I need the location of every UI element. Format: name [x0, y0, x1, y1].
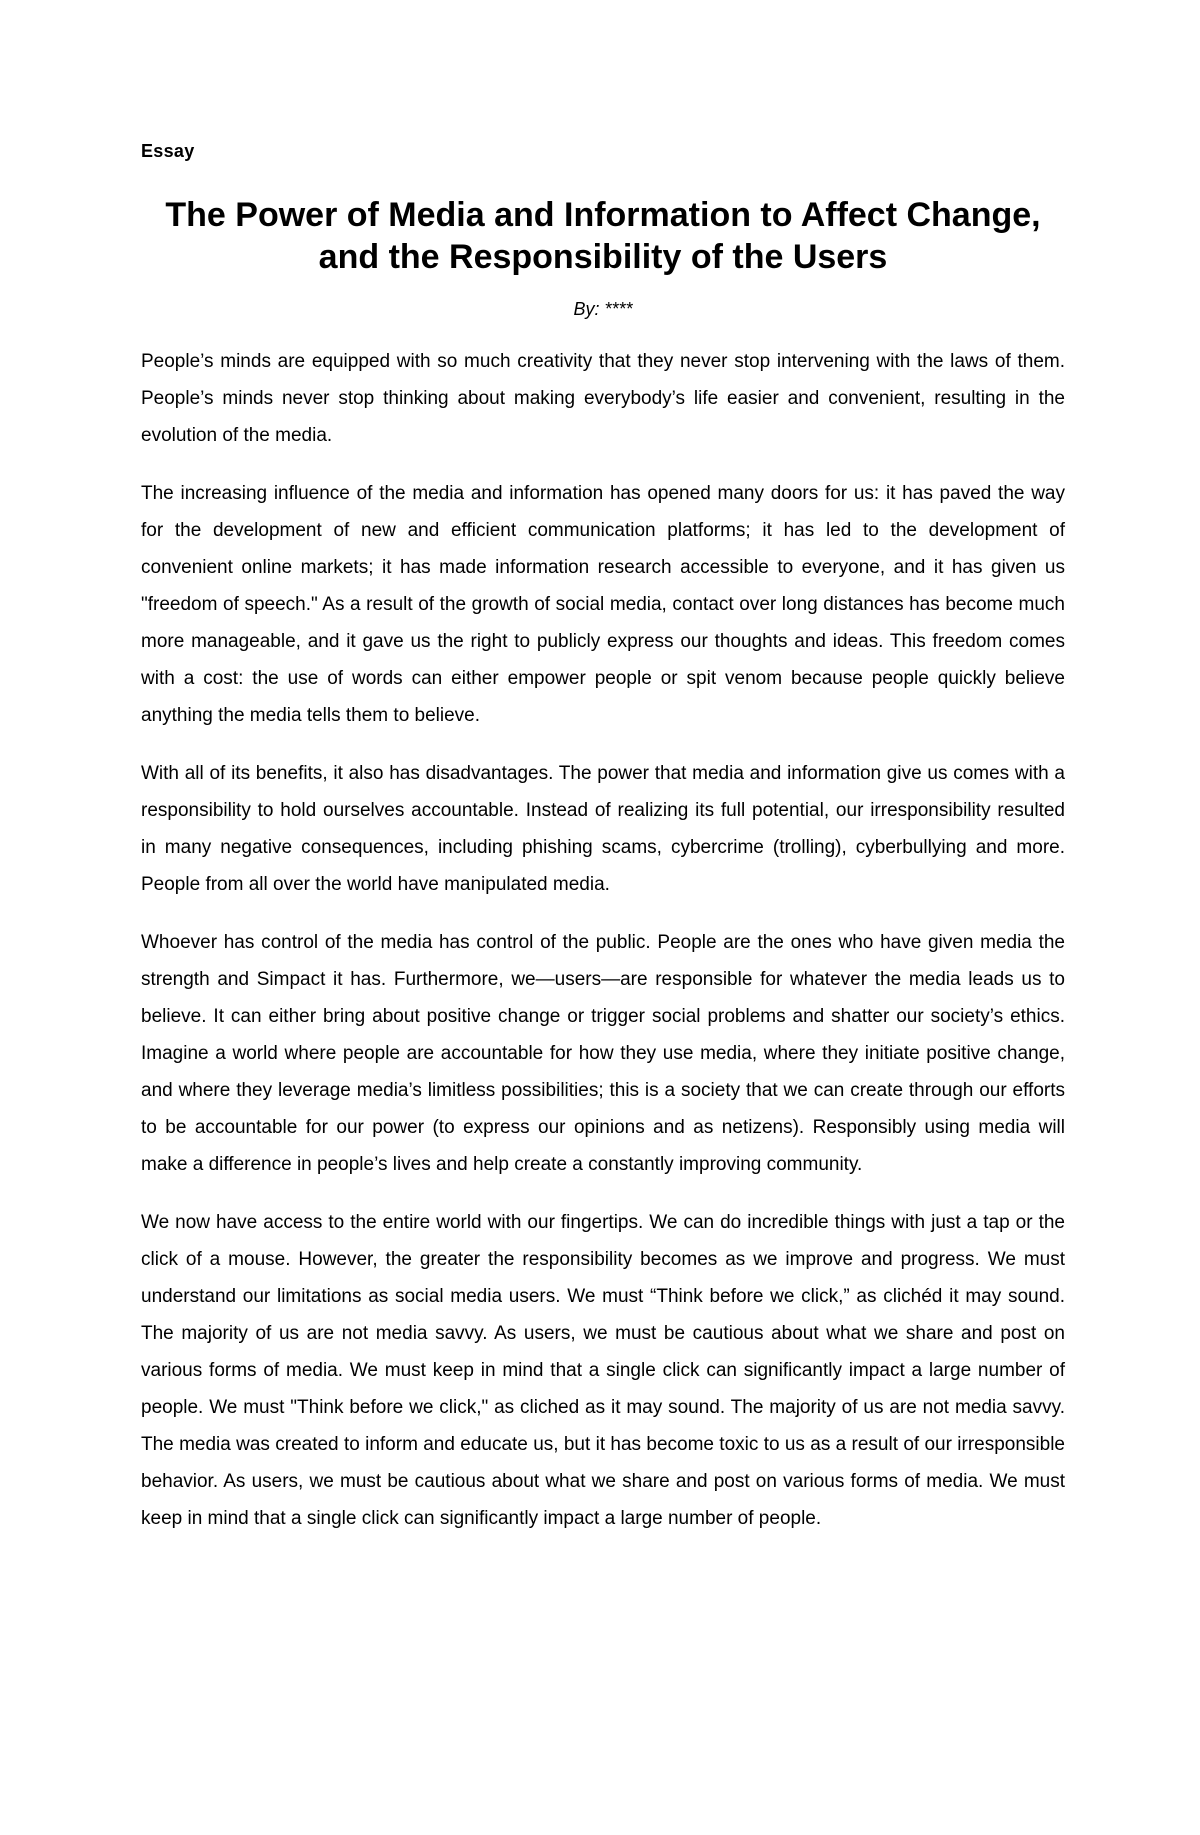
paragraph-5: We now have access to the entire world with our fingertips. We can do incredible things with just a tap or the click of a mouse. However, the greater the responsibility becomes as we improve and progress. We must understand our limitations as social media users. We must “Think before we click,” as clichéd it may sound. The majority of us are not media savvy. As users, we must be cautious about what we share and post on various forms of media. We must keep in mind that a single click can significantly impact a large number of people. We must "Think before we click," as cliched as it may sound. The majority of us are not media savvy. The media was created to inform and educate us, but it has become toxic to us as a result of our irresponsible behavior. As users, we must be cautious about what we share and post on various forms of media. We must keep in mind that a single click can significantly impact a large number of people.	[141, 1212, 1065, 1529]
paragraph-2: The increasing influence of the media and information has opened many doors for us: it has paved the way for the development of new and efficient communication platforms; it has led to the development of convenient online markets; it has made information research accessible to everyone, and it has given us "freedom of speech." As a result of the growth of social media, contact over long distances has become much more manageable, and it gave us the right to publicly express our thoughts and ideas. This freedom comes with a cost: the use of words can either empower people or spit venom because people quickly believe anything the media tells them to believe.	[141, 483, 1065, 726]
essay-title	[141, 194, 1065, 278]
essay-title-line-1: The Power of Media and Information to Affect Change,	[165, 196, 1041, 234]
author-byline: By: ****	[573, 299, 633, 319]
essay-title-line-2: and the Responsibility of the Users	[318, 238, 888, 276]
paragraph-1: People’s minds are equipped with so much creativity that they never stop intervening with the laws of them. People’s minds never stop thinking about making everybody’s life easier and convenient, resulting in the evolution of the media.	[141, 351, 1065, 446]
paragraph-4: Whoever has control of the media has control of the public. People are the ones who have given media the strength and Simpact it has. Furthermore, we—users—are responsible for whatever the media leads us to believe. It can either bring about positive change or trigger social problems and shatter our society’s ethics. Imagine a world where people are accountable for how they use media, where they initiate positive change, and where they leverage media’s limitless possibilities; this is a society that we can create through our efforts to be accountable for our power (to express our opinions and as netizens). Responsibly using media will make a difference in people’s lives and help create a constantly improving community.	[141, 932, 1065, 1175]
document-type-label: Essay	[141, 141, 195, 161]
paragraph-3: With all of its benefits, it also has disadvantages. The power that media and information give us comes with a responsibility to hold ourselves accountable. Instead of realizing its full potential, our irresponsibility resulted in many negative consequences, including phishing scams, cybercrime (trolling), cyberbullying and more. People from all over the world have manipulated media.	[141, 763, 1065, 895]
essay-body	[141, 343, 1065, 1558]
